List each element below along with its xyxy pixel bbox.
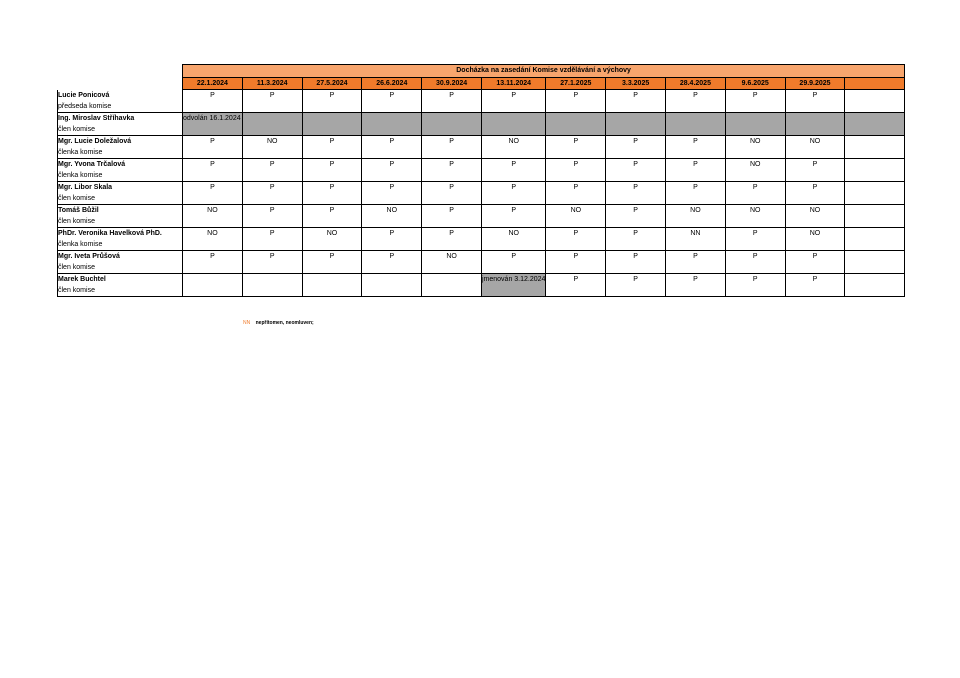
- attendance-cell: P: [422, 90, 482, 113]
- date-header: 9.6.2025: [725, 78, 785, 90]
- legend-code: NN: [243, 320, 251, 326]
- date-header: 30.9.2024: [422, 78, 482, 90]
- attendance-cell: P: [546, 90, 606, 113]
- member-role: člen komise: [58, 287, 95, 294]
- attendance-cell: [242, 274, 302, 297]
- attendance-cell: [845, 90, 905, 113]
- attendance-cell: NO: [362, 205, 422, 228]
- attendance-cell: NO: [666, 205, 726, 228]
- member-cell: [58, 251, 183, 274]
- attendance-cell: P: [302, 136, 362, 159]
- attendance-cell: P: [362, 228, 422, 251]
- member-name: Lucie Ponicová: [58, 91, 110, 99]
- attendance-cell: P: [242, 205, 302, 228]
- attendance-cell: [546, 113, 606, 136]
- membership-note: odvolán 16.1.2024: [183, 113, 243, 136]
- member-role: člen komise: [58, 264, 95, 271]
- attendance-cell: NO: [242, 136, 302, 159]
- date-header: 22.1.2024: [183, 78, 243, 90]
- attendance-cell: P: [785, 251, 845, 274]
- attendance-cell: [422, 274, 482, 297]
- attendance-cell: [845, 159, 905, 182]
- attendance-cell: P: [546, 136, 606, 159]
- attendance-cell: NO: [481, 228, 545, 251]
- attendance-cell: P: [302, 205, 362, 228]
- attendance-cell: NO: [481, 136, 545, 159]
- attendance-cell: [183, 274, 243, 297]
- attendance-cell: [362, 113, 422, 136]
- member-cell: [58, 205, 183, 228]
- attendance-cell: [606, 113, 666, 136]
- attendance-cell: P: [362, 159, 422, 182]
- corner-cell: [58, 78, 183, 90]
- date-header: 27.1.2025: [546, 78, 606, 90]
- attendance-cell: P: [785, 274, 845, 297]
- membership-note: jmenován 3.12.2024: [481, 274, 545, 297]
- date-header: [845, 78, 905, 90]
- attendance-cell: [845, 182, 905, 205]
- attendance-cell: P: [362, 90, 422, 113]
- attendance-cell: P: [725, 251, 785, 274]
- attendance-cell: P: [302, 251, 362, 274]
- attendance-cell: P: [546, 228, 606, 251]
- attendance-cell: P: [242, 182, 302, 205]
- member-row: [58, 182, 905, 205]
- member-cell: [58, 274, 183, 297]
- member-name: Mgr. Libor Skala: [58, 184, 113, 191]
- attendance-cell: NO: [546, 205, 606, 228]
- table-title: Docházka na zasedání Komise vzdělávání a výchovy: [183, 65, 905, 78]
- member-cell: [58, 159, 183, 182]
- member-name: Mgr. Yvona Trčalová: [58, 161, 126, 168]
- member-role: členka komise: [58, 172, 103, 179]
- attendance-cell: P: [362, 182, 422, 205]
- member-cell: [58, 182, 183, 205]
- attendance-cell: [785, 113, 845, 136]
- attendance-cell: NO: [725, 205, 785, 228]
- attendance-cell: NO: [725, 159, 785, 182]
- attendance-cell: NO: [785, 205, 845, 228]
- member-name: Mgr. Lucie Doležalová: [58, 138, 132, 145]
- attendance-cell: P: [422, 228, 482, 251]
- attendance-cell: P: [422, 205, 482, 228]
- attendance-cell: NO: [302, 228, 362, 251]
- attendance-cell: P: [481, 251, 545, 274]
- attendance-cell: P: [606, 159, 666, 182]
- member-row: [58, 113, 905, 136]
- attendance-cell: P: [666, 251, 726, 274]
- attendance-cell: P: [785, 159, 845, 182]
- member-role: členka komise: [58, 241, 103, 248]
- member-row: [58, 159, 905, 182]
- attendance-cell: [242, 113, 302, 136]
- attendance-cell: P: [606, 136, 666, 159]
- attendance-cell: P: [183, 136, 243, 159]
- attendance-cell: P: [666, 159, 726, 182]
- attendance-cell: P: [183, 251, 243, 274]
- member-name: PhDr. Veronika Havelková PhD.: [58, 230, 162, 237]
- title-row: [58, 65, 905, 78]
- attendance-cell: [666, 113, 726, 136]
- member-role: člen komise: [58, 218, 95, 225]
- attendance-cell: NO: [183, 228, 243, 251]
- attendance-cell: P: [606, 228, 666, 251]
- attendance-cell: P: [183, 182, 243, 205]
- attendance-cell: [302, 113, 362, 136]
- member-name: Ing. Miroslav Stříhavka: [58, 115, 135, 122]
- member-row: [58, 274, 905, 297]
- attendance-cell: P: [785, 90, 845, 113]
- attendance-cell: P: [606, 274, 666, 297]
- attendance-cell: P: [725, 182, 785, 205]
- attendance-cell: NO: [725, 136, 785, 159]
- attendance-cell: P: [422, 136, 482, 159]
- attendance-cell: P: [546, 274, 606, 297]
- legend-description: nepřítomen, neomluven;: [255, 320, 314, 326]
- attendance-cell: P: [666, 90, 726, 113]
- member-role: členka komise: [58, 149, 103, 156]
- attendance-cell: NO: [183, 205, 243, 228]
- attendance-cell: P: [666, 182, 726, 205]
- attendance-cell: P: [725, 90, 785, 113]
- member-name: Marek Buchtel: [58, 276, 106, 283]
- attendance-cell: P: [725, 228, 785, 251]
- attendance-cell: P: [242, 90, 302, 113]
- corner-cell: [58, 65, 183, 78]
- attendance-cell: P: [302, 159, 362, 182]
- attendance-cell: P: [666, 136, 726, 159]
- attendance-cell: P: [666, 274, 726, 297]
- attendance-cell: P: [481, 159, 545, 182]
- member-row: [58, 90, 905, 113]
- attendance-table: [57, 64, 905, 297]
- attendance-cell: [362, 274, 422, 297]
- attendance-cell: P: [546, 182, 606, 205]
- date-header: 26.6.2024: [362, 78, 422, 90]
- attendance-cell: [725, 113, 785, 136]
- member-row: [58, 228, 905, 251]
- attendance-cell: [845, 136, 905, 159]
- member-role: člen komise: [58, 195, 95, 202]
- attendance-cell: [845, 205, 905, 228]
- date-header: 3.3.2025: [606, 78, 666, 90]
- attendance-cell: NO: [785, 136, 845, 159]
- attendance-cell: P: [242, 159, 302, 182]
- legend: [243, 320, 314, 326]
- attendance-cell: P: [546, 159, 606, 182]
- member-cell: [58, 228, 183, 251]
- attendance-cell: NN: [666, 228, 726, 251]
- member-row: [58, 136, 905, 159]
- attendance-cell: P: [183, 90, 243, 113]
- attendance-cell: P: [606, 251, 666, 274]
- member-name: Mgr. Iveta Průšová: [58, 253, 120, 260]
- member-role: člen komise: [58, 126, 95, 133]
- attendance-cell: P: [725, 274, 785, 297]
- attendance-cell: [845, 274, 905, 297]
- attendance-cell: P: [242, 228, 302, 251]
- attendance-cell: P: [183, 159, 243, 182]
- date-header: 29.9.2025: [785, 78, 845, 90]
- attendance-cell: P: [481, 182, 545, 205]
- member-role: předseda komise: [58, 102, 112, 110]
- attendance-cell: P: [481, 90, 545, 113]
- date-header-row: [58, 78, 905, 90]
- member-cell: [58, 113, 183, 136]
- attendance-cell: [302, 274, 362, 297]
- member-cell: [58, 90, 183, 113]
- date-header: 11.3.2024: [242, 78, 302, 90]
- attendance-cell: NO: [422, 251, 482, 274]
- member-cell: [58, 136, 183, 159]
- member-row: [58, 205, 905, 228]
- date-header: 28.4.2025: [666, 78, 726, 90]
- attendance-cell: [845, 251, 905, 274]
- attendance-cell: P: [606, 90, 666, 113]
- attendance-cell: P: [481, 205, 545, 228]
- attendance-cell: [845, 228, 905, 251]
- date-header: 13.11.2024: [481, 78, 545, 90]
- attendance-cell: P: [242, 251, 302, 274]
- attendance-cell: P: [302, 90, 362, 113]
- member-name: Tomáš Bůžil: [58, 207, 99, 214]
- date-header: 27.5.2024: [302, 78, 362, 90]
- attendance-cell: P: [362, 251, 422, 274]
- attendance-cell: [845, 113, 905, 136]
- attendance-cell: P: [362, 136, 422, 159]
- attendance-cell: P: [606, 182, 666, 205]
- attendance-cell: P: [546, 251, 606, 274]
- member-row: [58, 251, 905, 274]
- attendance-cell: NO: [785, 228, 845, 251]
- attendance-cell: P: [785, 182, 845, 205]
- attendance-cell: [422, 113, 482, 136]
- attendance-cell: P: [302, 182, 362, 205]
- attendance-cell: P: [606, 205, 666, 228]
- attendance-cell: P: [422, 159, 482, 182]
- attendance-cell: P: [422, 182, 482, 205]
- attendance-cell: [481, 113, 545, 136]
